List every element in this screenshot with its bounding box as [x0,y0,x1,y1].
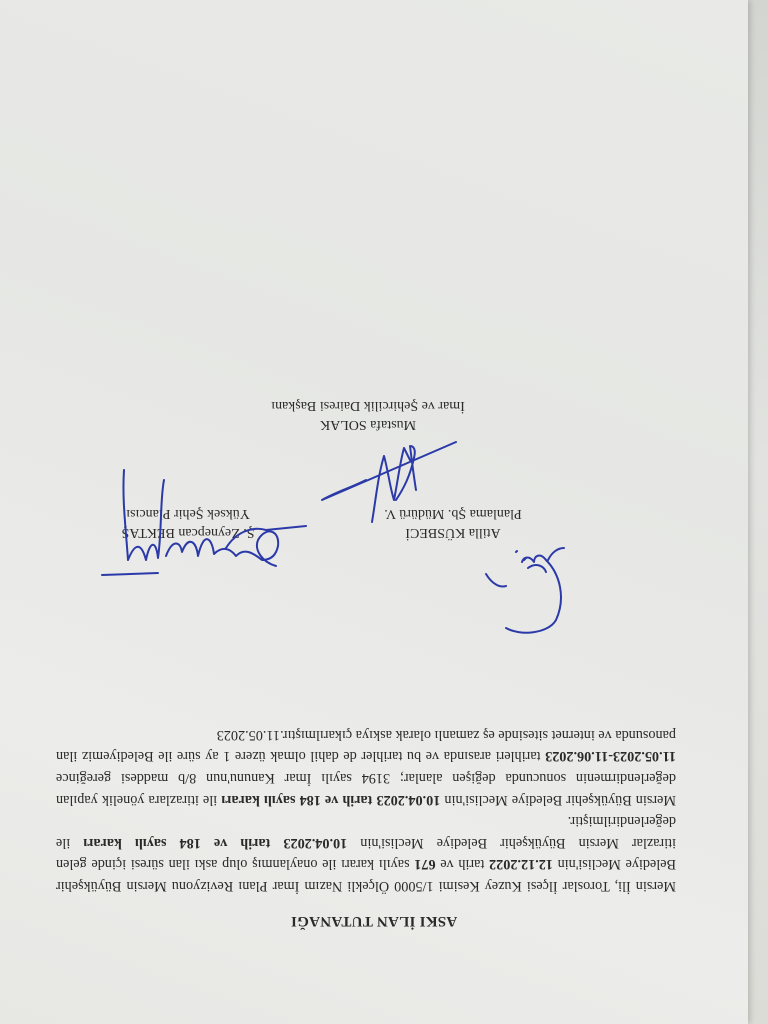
paragraph-2 [56,723,676,809]
signature-block-left [358,504,548,542]
text-run: ile değerlendirilmiştir. [56,813,676,851]
signatory-title: Yüksek Şehir Plancısı [126,506,250,521]
text-run: tarihleri arasında ve bu tarihler de dahil olmak üzere 1 ay süre ile Belediyemiz ilan panosunda ve internet sitesinde eş zamanlı olarak askıya çıkarılmıştır.11.05.2023 [56,726,676,765]
document-body [56,723,676,896]
bold-text-run: 10.04.2023 tarih ve 184 sayılı kararı [221,791,441,808]
signatory-name: Mustafa SOLAK [319,417,417,432]
signatory-title: Planlama Şb. Müdürü V. [384,506,522,521]
text-run: tarih ve [435,856,490,873]
bold-text-run: 12.12.2022 [489,856,553,873]
signature-block-bottom [238,396,498,434]
signature-block-right [98,504,278,542]
text-run: Mersin İli, Toroslar İlçesi Kuzey Kesimi 1/5000 Ölçekli Nazım İmar Planı Revizyonu Mersin Büyükşehir Belediye Meclisi'nin [56,856,676,894]
bold-text-run: 11.05.2023-11.06.2023 [545,748,676,765]
bold-text-run: 10.04.2023 tarih ve 184 sayılı kararı [83,834,348,851]
signatory-title: İmar ve Şehircilik Dairesi Başkanı [271,398,465,413]
signatory-name: Atilla KÜSBECİ [405,525,501,540]
text-run: ile itirazlara yönelik yapılan değerlendirmenin sonucunda değişen alanlar; 3194 sayılı İmar Kanunu'nun 8/b maddesi gereğince [56,770,676,808]
document-title: ASKI İLAN TUTANAĞI [290,913,458,929]
text-run: sayılı kararı ile onaylanmış olup askı ilan süresi içinde gelen itirazlar Mersin Büyükşehir Belediye Meclisi'nin [55,834,676,873]
signatory-name: Ş. Zeynepcan BEKTAŞ [121,525,255,540]
bold-text-run: 671 [414,856,436,873]
paragraph-1 [56,810,676,896]
text-run: Mersin Büyükşehir Belediye Meclisi'nin [440,791,676,808]
